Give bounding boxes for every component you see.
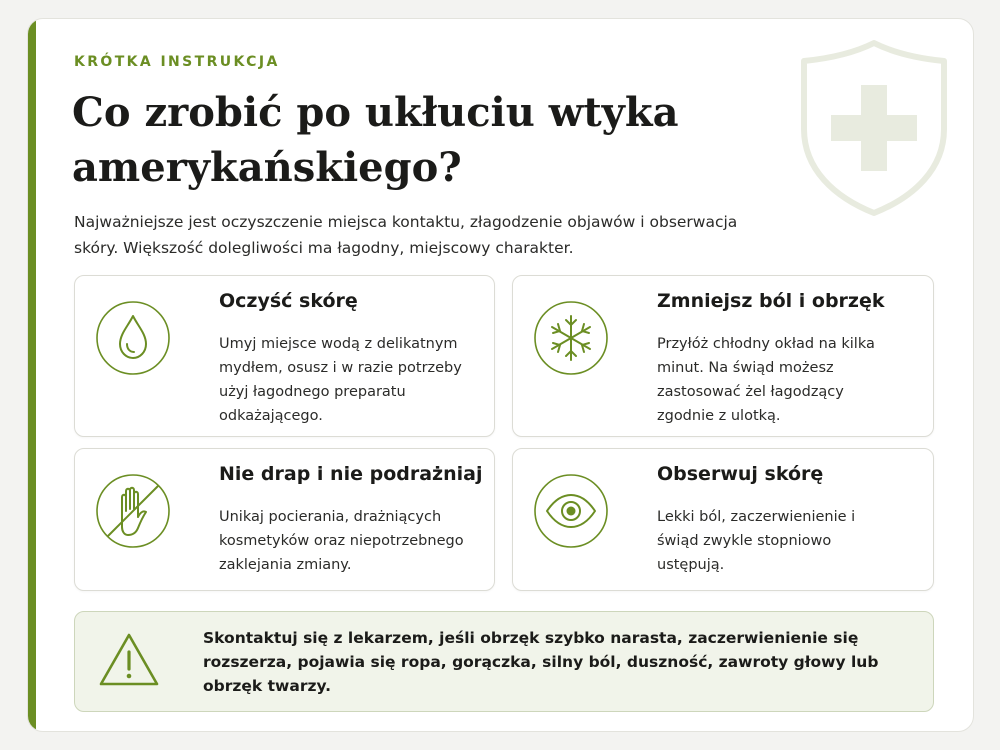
tile-text: Umyj miejsce wodą z delikatnym mydłem, osusz i w razie potrzeby użyj łagodnego preparatu odkażającego. <box>219 336 462 424</box>
shield-cross-icon <box>798 37 950 217</box>
tile-clean-skin <box>74 275 495 437</box>
tile-observe-skin <box>512 448 934 591</box>
tile-no-scratch <box>74 448 495 591</box>
page-title: Co zrobić po ukłuciu wtyka amerykańskiego? <box>72 89 679 191</box>
warning-triangle-icon <box>97 630 161 690</box>
no-scratch-hand-icon <box>95 473 171 549</box>
tile-title: Nie drap i nie podrażniaj <box>219 463 483 485</box>
tile-title: Zmniejsz ból i obrzęk <box>657 290 885 312</box>
doctor-warning-box <box>74 611 934 712</box>
lead-paragraph: Najważniejsze jest oczyszczenie miejsca kontaktu, złagodzenie objawów i obserwacja skóry. Większość dolegliwości ma łagodny, miejscowy charakter. <box>74 213 738 257</box>
eyebrow-label: KRÓTKA INSTRUKCJA <box>74 54 280 70</box>
tile-title: Oczyść skórę <box>219 290 358 312</box>
tile-text: Unikaj pocierania, drażniących kosmetyków oraz niepotrzebnego zaklejania zmiany. <box>219 509 464 573</box>
accent-bar <box>28 19 36 731</box>
tile-reduce-pain <box>512 275 934 437</box>
snowflake-icon <box>533 300 609 376</box>
tile-text: Lekki ból, zaczerwienienie i świąd zwykle stopniowo ustępują. <box>657 509 856 573</box>
tile-text: Przyłóż chłodny okład na kilka minut. Na świąd możesz zastosować żel łagodzący zgodnie z ulotką. <box>657 336 875 424</box>
tile-title: Obserwuj skórę <box>657 463 824 485</box>
eye-icon <box>533 473 609 549</box>
warning-text: Skontaktuj się z lekarzem, jeśli obrzęk szybko narasta, zaczerwienienie się rozszerza, pojawia się ropa, gorączka, silny ból, duszność, zawroty głowy lub obrzęk twarzy. <box>203 629 879 695</box>
instruction-card <box>27 18 974 732</box>
water-drop-icon <box>95 300 171 376</box>
